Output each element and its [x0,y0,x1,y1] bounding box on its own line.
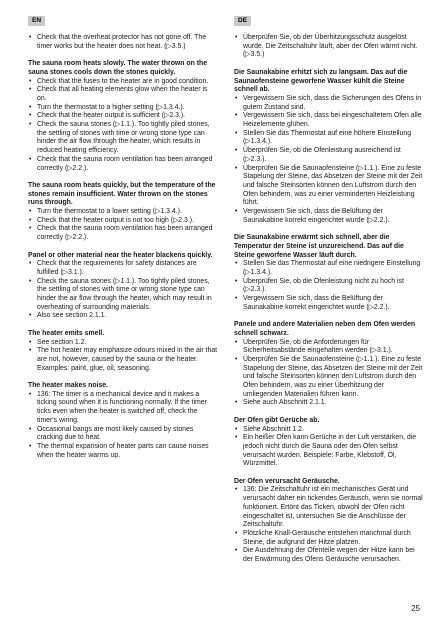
bullet-icon: • [29,338,32,346]
troubleshooting-section [234,321,424,408]
list-item [28,312,218,321]
list-item-text: Check that the heater output is sufficient (▷2.3.). [37,112,186,120]
bullet-list [28,260,218,321]
bullet-icon: • [29,208,32,216]
section-heading: Der Ofen verursacht Geräusche. [234,477,340,485]
bullet-icon: • [29,312,32,320]
list-item-text: Überprüfen Sie die Saunaofensteine (▷1.1.). Eine zu feste Stapelung der Steine, das Absetzen der Steine mit der Zeit und falsche Steinsorten können den Luftstrom durch den Ofen behindern, was zu einer Überhitzung der umliegenden Materialien führen kann. [243,355,423,398]
list-item-text: Überprüfen Sie, ob der Überhitzungsschutz ausgelöst wurde. Die Zeitschaltuhr läuft, aber der Ofen wärmt nicht. (▷3.5.) [243,34,418,59]
bullet-icon: • [235,260,238,268]
list-item [234,165,424,209]
list-item-text: Überprüfen Sie, ob die Anforderungen für Sicherheitsabstände eingehalten werden (▷3.1.). [243,338,393,355]
list-item [234,530,424,547]
list-item-text: Check that the heater output is not too high (▷2.3.). [37,216,194,224]
list-item [234,295,424,312]
bullet-icon: • [235,94,238,102]
bullet-icon: • [29,112,32,120]
bullet-list [234,260,424,312]
german-column [234,34,424,574]
list-item [28,34,218,51]
list-item-text: Check that the fuses to the heater are in good condition. [37,77,209,85]
list-item [28,121,218,156]
list-item-text: 136: Die Zeitschaltuhr ist ein mechanisches Gerät und verursacht daher ein tickendes Geräusch, wenn sie normal funktioniert. Ertönt das Ticken, obwohl der Ofen nicht eingeschaltet ist, untersuchen Sie die Anschlüsse der Zeitschaltuhr. [243,486,423,529]
page-number: 25 [411,604,420,613]
list-item-text: The hot heater may emphasize odours mixed in the air that are not, however, caused by the sauna or the heater. Examples: paint, glue, oil, seasoning. [37,347,218,372]
list-item [28,225,218,242]
language-tag-de: DE [234,16,251,26]
bullet-icon: • [235,547,238,555]
troubleshooting-section [234,234,424,312]
list-item-text: Siehe Abschnitt 1.2. [243,425,304,433]
list-item-text: See section 1.2. [37,338,87,346]
bullet-icon: • [29,277,32,285]
list-item [234,339,424,356]
list-item [28,278,218,313]
list-item-text: Überprüfen Sie, ob die Ofenleistung nicht zu hoch ist (▷2.3.). [243,277,404,294]
bullet-icon: • [29,442,32,450]
bullet-icon: • [235,425,238,433]
list-item [28,78,218,87]
list-item [28,208,218,217]
bullet-icon: • [29,155,32,163]
bullet-list [28,208,218,243]
list-item [28,156,218,173]
list-item [28,443,218,460]
bullet-icon: • [29,260,32,268]
list-item-text: Check that the overheat protector has not gone off. The timer works but the heater does not heat. (▷3.5.) [37,34,207,50]
list-item [234,356,424,400]
list-item-text: Check that the requirements for safety distances are fulfilled (▷3.1.). [37,260,197,276]
list-item [28,217,218,226]
bullet-icon: • [235,355,238,363]
list-item [28,112,218,121]
bullet-icon: • [29,121,32,129]
list-item [234,112,424,129]
list-item [234,34,424,60]
bullet-icon: • [235,530,238,537]
section-heading: Panele und andere Materialien neben dem Ofen werden schnell schwarz. [234,321,416,337]
list-item-text: Check that the sauna room ventilation has been arranged correctly (▷2.2.). [37,225,213,242]
list-item-text: Occasional bangs are most likely caused by stones cracking due to heat. [37,425,194,442]
list-item [28,339,218,348]
section-heading: The heater makes noise. [28,382,109,390]
list-item-text: Turn the thermostat to a lower setting (▷1.3.4.). [37,208,182,216]
list-item [234,547,424,564]
troubleshooting-section [28,34,218,51]
list-item [234,426,424,435]
list-item-text: Check the sauna stones (▷1.1.). Too tightly piled stones, the settling of stones with time or wrong stone type can hinder the air flow through the heater, which may result in overheating of surrounding materials. [37,277,212,311]
section-heading: The heater emits smell. [28,329,105,337]
bullet-icon: • [235,208,238,216]
bullet-icon: • [29,225,32,233]
bullet-icon: • [29,425,32,433]
list-item-text: Check that all heating elements glow when the heater is on. [37,86,208,102]
bullet-list [234,34,424,60]
list-item [234,95,424,112]
section-heading: Die Saunakabine erwärmt sich schnell, aber die Temperatur der Steine ist unzureichend. Das auf die Steine geworfene Wasser läuft durch. [234,234,404,259]
bullet-icon: • [235,34,238,41]
list-item [28,391,218,426]
list-item [234,130,424,147]
section-heading: Der Ofen gibt Gerüche ab. [234,416,320,424]
troubleshooting-section [28,182,218,243]
english-column [28,34,218,469]
bullet-list [28,391,218,461]
list-item [234,399,424,408]
bullet-icon: • [235,112,238,120]
troubleshooting-section [28,252,218,322]
list-item-text: Also see section 2.1.1. [37,312,107,320]
troubleshooting-section [28,330,218,374]
list-item [28,86,218,103]
bullet-icon: • [235,147,238,155]
list-item-text: Stellen Sie das Thermostat auf eine höhere Einstellung (▷1.3.4.). [243,129,412,146]
list-item-text: Vergewissern Sie sich, dass die Belüftung der Saunakabine korrekt eingerichtet wurde (▷2.2.). [243,295,390,311]
list-item-text: 136: The timer is a mechanical device and it makes a ticking sound when it is functioning normally. If the timer ticks even when the heater is switched off, check the timer's wiring. [37,390,207,424]
bullet-icon: • [29,216,32,224]
list-item-text: Die Ausdehnung der Ofenteile wegen der Hitze kann bei der Erwärmung des Ofens Geräusche verursachen. [243,547,415,564]
section-heading: The sauna room heats quickly, but the temperature of the stones remain insufficient. Water thrown on the stones runs through. [28,181,216,207]
bullet-icon: • [29,347,32,355]
list-item-text: Vergewissern Sie sich, dass bei eingeschaltetem Ofen alle Heizelemente glühen. [243,112,422,129]
list-item [234,208,424,225]
bullet-icon: • [29,77,32,85]
list-item-text: Siehe auch Abschnitt 2.1.1. [243,399,327,407]
bullet-icon: • [235,338,238,346]
list-item-text: Check the sauna stones (▷1.1.). Too tightly piled stones, the settling of stones with time or wrong stone type can hinder the air flow through the heater, which results in reduced heating efficiency. [37,121,210,155]
bullet-icon: • [235,164,238,172]
bullet-icon: • [29,103,32,111]
troubleshooting-section [234,417,424,469]
bullet-icon: • [235,486,238,494]
bullet-list [234,339,424,409]
bullet-icon: • [235,295,238,303]
section-heading: The sauna room heats slowly. The water thrown on the sauna stones cools down the stones quickly. [28,60,208,76]
list-item-text: Überprüfen Sie die Saunaofensteine (▷1.1.). Eine zu feste Stapelung der Steine, das Absetzen der Steine mit der Zeit und falsche Steinsorten können den Luftstrom durch den Ofen behindern, was zu einer verminderten Heizleistung führt. [243,164,423,207]
section-heading: Die Saunakabine erhitzt sich zu langsam. Das auf die Saunaofensteine geworfene Wasser kühlt die Steine schnell ab. [234,68,408,94]
bullet-list [234,95,424,226]
bullet-icon: • [235,399,238,407]
bullet-icon: • [235,129,238,137]
list-item-text: Vergewissern Sie sich, dass die Belüftung der Saunakabine korrekt eingerichtet wurde (▷2.2.). [243,208,390,224]
bullet-icon: • [235,277,238,285]
bullet-list [234,486,424,564]
language-tag-en: EN [28,16,45,26]
list-item-text: Vergewissern Sie sich, dass die Sicherungen des Ofens in gutem Zustand sind. [243,94,422,111]
list-item [234,260,424,277]
troubleshooting-section [234,478,424,565]
list-item [234,278,424,295]
troubleshooting-section [234,34,424,60]
troubleshooting-section [28,382,218,460]
bullet-icon: • [29,34,32,41]
list-item [234,486,424,530]
list-item [234,434,424,469]
bullet-icon: • [29,86,32,94]
list-item-text: Stellen Sie das Thermostat auf eine niedrigere Einstellung (▷1.3.4.). [243,260,421,276]
list-item [28,260,218,277]
bullet-list [28,78,218,174]
section-heading: Panel or other material near the heater blackens quickly. [28,251,213,259]
list-item [28,104,218,113]
bullet-list [28,34,218,51]
list-item [28,426,218,443]
list-item-text: Turn the thermostat to a higher setting (▷1.3.4.). [37,103,185,111]
list-item [234,147,424,164]
bullet-icon: • [29,390,32,398]
list-item-text: Überprüfen Sie, ob die Ofenleistung ausreichend ist (▷2.3.). [243,147,401,163]
bullet-list [28,339,218,374]
bullet-list [234,426,424,470]
list-item-text: Ein heißer Ofen kann Gerüche in der Luft verstärken, die jedoch nicht durch die Sauna oder den Ofen selbst verursacht wurden. Beispiele: Farbe, Klebstoff, Öl, Würzmittel. [243,434,417,468]
troubleshooting-section [28,60,218,173]
list-item-text: The thermal expansion of heater parts can cause noises when the heater warms up. [37,442,209,459]
troubleshooting-section [234,69,424,226]
list-item-text: Plötzliche Knall-Geräusche entstehen manchmal durch Steine, die aufgrund der Hitze platzen. [243,530,411,546]
list-item-text: Check that the sauna room ventilation has been arranged correctly (▷2.2.). [37,155,213,172]
list-item [28,347,218,373]
bullet-icon: • [235,434,238,442]
